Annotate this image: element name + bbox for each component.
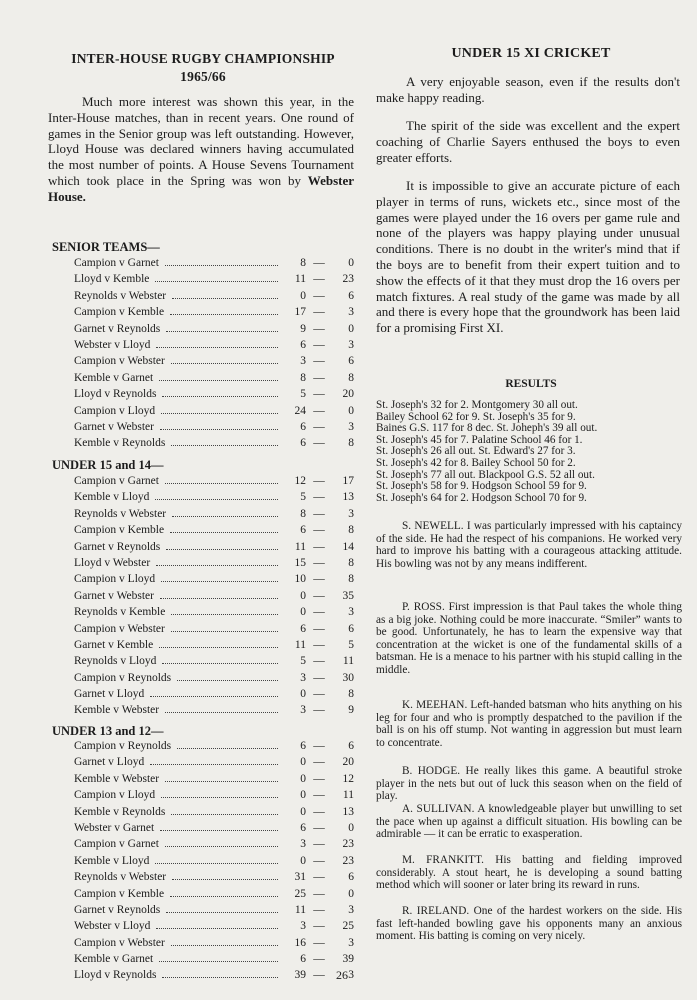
home-score: 3 (300, 704, 306, 717)
dot-leader (155, 280, 278, 282)
score-dash: — (313, 638, 325, 651)
match-row (74, 403, 354, 419)
match-row (74, 604, 354, 620)
match-row (74, 771, 354, 787)
dot-leader (171, 813, 278, 815)
match-row (74, 419, 354, 435)
home-score: 8 (300, 507, 306, 520)
match-row (74, 670, 354, 686)
score-dash: — (313, 371, 325, 384)
dot-leader (166, 911, 278, 913)
match-fixture: Reynolds v Lloyd (74, 655, 157, 668)
match-fixture: Lloyd v Kemble (74, 273, 150, 286)
score-dash: — (313, 953, 325, 966)
match-row (74, 787, 354, 803)
home-score: 5 (300, 655, 306, 668)
score-dash: — (313, 671, 325, 684)
dot-leader (172, 297, 278, 299)
dot-leader (162, 395, 278, 397)
match-row (74, 506, 354, 522)
rugby-intro-winner: Webster House. (48, 172, 355, 204)
match-row (74, 702, 354, 718)
match-fixture: Kemble v Lloyd (74, 854, 150, 867)
dot-leader (155, 862, 278, 864)
match-row (74, 386, 354, 402)
home-score: 6 (300, 437, 306, 450)
section-heading-under13: UNDER 13 and 12— (52, 724, 164, 738)
away-score: 25 (342, 920, 354, 933)
match-fixture: Campion v Garnet (74, 838, 159, 851)
match-row (74, 918, 354, 934)
away-score: 0 (348, 821, 354, 834)
home-score: 39 (294, 969, 306, 982)
home-score: 3 (300, 920, 306, 933)
away-score: 12 (342, 772, 354, 785)
home-score: 6 (300, 953, 306, 966)
match-row (74, 539, 354, 555)
match-fixture: Campion v Webster (74, 622, 165, 635)
away-score: 20 (342, 388, 354, 401)
rugby-title (48, 50, 358, 86)
home-score: 8 (300, 371, 306, 384)
home-score: 24 (294, 404, 306, 417)
page-number: 26 (336, 968, 348, 982)
match-row (74, 967, 354, 983)
match-fixture: Lloyd v Reynolds (74, 388, 157, 401)
dot-leader (159, 960, 278, 962)
away-score: 8 (348, 371, 354, 384)
score-dash: — (313, 273, 325, 286)
match-row (74, 853, 354, 869)
dot-leader (159, 379, 278, 381)
score-dash: — (313, 524, 325, 537)
dot-leader (171, 613, 278, 615)
dot-leader (162, 976, 278, 978)
cricket-paragraph-1: A very enjoyable season, even if the results don't make happy reading. (376, 74, 680, 105)
dot-leader (171, 630, 278, 632)
away-score: 3 (348, 338, 354, 351)
match-row (74, 271, 354, 287)
away-score: 3 (348, 903, 354, 916)
results-list (376, 400, 686, 504)
home-score: 10 (294, 573, 306, 586)
player-note-ireland: R. IRELAND. One of the hardest workers on the side. His fast left-handed bowling gave his opponents many an anxious moment. His batting is coming on very nicely. (376, 905, 682, 942)
away-score: 23 (342, 838, 354, 851)
dot-leader (156, 927, 278, 929)
dot-leader (161, 412, 278, 414)
player-note-newell: S. NEWELL. I was particularly impressed with his captaincy of the side. He had the respect of his companions. He worked very hard to improve his batting with a courageous attacking attitude. His bowling was not by any means indifferent. (376, 520, 682, 570)
away-score: 5 (348, 638, 354, 651)
match-fixture: Reynolds v Webster (74, 507, 167, 520)
home-score: 31 (294, 871, 306, 884)
rugby-title-line2: 1965/66 (180, 69, 226, 84)
dot-leader (165, 264, 278, 266)
score-dash: — (313, 289, 325, 302)
match-row (74, 489, 354, 505)
score-dash: — (313, 589, 325, 602)
score-dash: — (313, 437, 325, 450)
dot-leader (161, 796, 278, 798)
match-row (74, 951, 354, 967)
home-score: 5 (300, 491, 306, 504)
match-row (74, 754, 354, 770)
dot-leader (171, 362, 278, 364)
home-score: 11 (294, 540, 306, 553)
home-score: 16 (294, 936, 306, 949)
match-fixture: Reynolds v Kemble (74, 606, 166, 619)
match-row (74, 370, 354, 386)
score-dash: — (313, 655, 325, 668)
match-row (74, 304, 354, 320)
match-row (74, 522, 354, 538)
home-score: 3 (300, 838, 306, 851)
match-fixture: Campion v Lloyd (74, 789, 156, 802)
away-score: 17 (342, 475, 354, 487)
match-fixture: Kemble v Webster (74, 704, 160, 717)
home-score: 11 (294, 638, 306, 651)
away-score: 3 (348, 507, 354, 520)
player-note-meehan: K. MEEHAN. Left-handed batsman who hits anything on his leg for four and who is promptly despatched to the pavilion if the ball is on his off stump. Not wanting in aggression but must learn to concentrate. (376, 699, 682, 749)
cricket-title: UNDER 15 XI CRICKET (451, 46, 611, 61)
match-row (74, 555, 354, 571)
match-row (74, 321, 354, 337)
match-fixture: Webster v Lloyd (74, 920, 151, 933)
home-score: 0 (300, 772, 306, 785)
score-dash: — (313, 756, 325, 769)
match-fixture: Garnet v Kemble (74, 638, 154, 651)
dot-leader (165, 711, 278, 713)
home-score: 0 (300, 606, 306, 619)
score-dash: — (313, 573, 325, 586)
rugby-intro (48, 94, 354, 205)
dot-leader (155, 498, 278, 500)
score-dash: — (313, 688, 325, 701)
home-score: 12 (294, 475, 306, 487)
dot-leader (156, 564, 278, 566)
score-dash: — (313, 257, 325, 269)
match-fixture: Kemble v Garnet (74, 371, 154, 384)
score-dash: — (313, 540, 325, 553)
away-score: 3 (348, 606, 354, 619)
match-row (74, 886, 354, 902)
match-row (74, 902, 354, 918)
score-dash: — (313, 887, 325, 900)
match-row (74, 255, 354, 271)
player-note-sullivan: A. SULLIVAN. A knowledgeable player but unwilling to set the pace when up against a difficult situation. His bowling can be admirable — it can be erratic to exasperation. (376, 803, 682, 840)
result-row: St. Joseph's 77 all out. Blackpool G.S. 52 all out. (376, 468, 595, 481)
home-score: 0 (300, 854, 306, 867)
away-score: 14 (342, 540, 354, 553)
away-score: 6 (348, 355, 354, 368)
dot-leader (170, 895, 278, 897)
dot-leader (161, 580, 278, 582)
cricket-paragraph-3: It is impossible to give an accurate picture of each player in terms of runs, wickets etc., since most of the games were played under the 16 overs per game rule and none of the players was happy playing under unusual conditions. There is no doubt in the writer's mind that if the boys are to benefit from their expert tuition and to show the effects of it that they must drop the 16 overs per match fixtures. A real study of the game was made by all and there is every hope that the groundwork has been laid for a promising First XI. (376, 178, 680, 336)
match-fixture: Lloyd v Webster (74, 556, 151, 569)
dot-leader (165, 780, 278, 782)
dot-leader (160, 597, 278, 599)
home-score: 9 (300, 322, 306, 335)
score-dash: — (313, 920, 325, 933)
dot-leader (160, 829, 278, 831)
match-row (74, 571, 354, 587)
away-score: 8 (348, 556, 354, 569)
dot-leader (165, 845, 278, 847)
match-fixture: Campion v Kemble (74, 887, 165, 900)
dot-leader (170, 531, 278, 533)
away-score: 3 (348, 969, 354, 982)
match-fixture: Garnet v Webster (74, 420, 154, 433)
home-score: 6 (300, 420, 306, 433)
match-row (74, 435, 354, 451)
score-dash: — (313, 306, 325, 319)
match-row (74, 869, 354, 885)
match-fixture: Garnet v Reynolds (74, 322, 161, 335)
cricket-paragraph-2: The spirit of the side was excellent and the expert coaching of Charlie Sayers enthused the boys to even greater efforts. (376, 118, 680, 165)
match-row (74, 686, 354, 702)
match-fixture: Lloyd v Reynolds (74, 969, 157, 982)
home-score: 0 (300, 589, 306, 602)
score-dash: — (313, 420, 325, 433)
home-score: 17 (294, 306, 306, 319)
match-row (74, 738, 354, 754)
match-fixture: Campion v Webster (74, 355, 165, 368)
score-dash: — (313, 322, 325, 335)
home-score: 0 (300, 756, 306, 769)
match-fixture: Kemble v Webster (74, 772, 160, 785)
away-score: 3 (348, 420, 354, 433)
score-dash: — (313, 475, 325, 487)
match-fixture: Garnet v Reynolds (74, 540, 161, 553)
home-score: 15 (294, 556, 306, 569)
home-score: 3 (300, 355, 306, 368)
home-score: 0 (300, 289, 306, 302)
result-row: St. Joseph's 64 for 2. Hodgson School 70 for 9. (376, 491, 587, 504)
away-score: 35 (342, 589, 354, 602)
match-fixture: Campion v Webster (74, 936, 165, 949)
match-fixture: Garnet v Lloyd (74, 756, 145, 769)
score-dash: — (313, 606, 325, 619)
away-score: 39 (342, 953, 354, 966)
match-row (74, 935, 354, 951)
away-score: 8 (348, 437, 354, 450)
away-score: 6 (348, 622, 354, 635)
match-fixture: Kemble v Reynolds (74, 437, 166, 450)
match-row (74, 637, 354, 653)
away-score: 13 (342, 491, 354, 504)
dot-leader (177, 747, 278, 749)
match-row (74, 836, 354, 852)
score-dash: — (313, 740, 325, 752)
match-fixture: Reynolds v Webster (74, 289, 167, 302)
match-row (74, 804, 354, 820)
away-score: 23 (342, 854, 354, 867)
match-fixture: Campion v Kemble (74, 306, 165, 319)
match-row (74, 353, 354, 369)
home-score: 6 (300, 740, 306, 752)
dot-leader (156, 346, 278, 348)
away-score: 8 (348, 688, 354, 701)
match-fixture: Reynolds v Webster (74, 871, 167, 884)
player-note-ross: P. ROSS. First impression is that Paul takes the whole thing as a big joke. Nothing could be more inaccurate. “Smiler” wants to be good. Unfortunately, he has to learn the expensive way that concentration at the wicket is one of the fundamental skills of a batsman. He is a menace to his partner with his stupid calling in the middle. (376, 601, 682, 676)
away-score: 0 (348, 887, 354, 900)
result-row: St. Joseph's 42 for 8. Bailey School 50 for 2. (376, 456, 576, 469)
match-fixture: Kemble v Reynolds (74, 805, 166, 818)
result-row: St. Joseph's 45 for 7. Palatine School 46 for 1. (376, 433, 583, 446)
home-score: 11 (294, 903, 306, 916)
score-dash: — (313, 854, 325, 867)
dot-leader (165, 482, 278, 484)
match-fixture: Garnet v Webster (74, 589, 154, 602)
away-score: 0 (348, 257, 354, 269)
home-score: 0 (300, 805, 306, 818)
match-fixture: Campion v Reynolds (74, 671, 172, 684)
match-list-under15 (74, 473, 354, 719)
dot-leader (166, 548, 278, 550)
home-score: 5 (300, 388, 306, 401)
match-fixture: Campion v Garnet (74, 257, 159, 269)
match-row (74, 473, 354, 489)
dot-leader (160, 428, 278, 430)
match-fixture: Webster v Lloyd (74, 338, 151, 351)
match-fixture: Garnet v Lloyd (74, 688, 145, 701)
score-dash: — (313, 789, 325, 802)
score-dash: — (313, 969, 325, 982)
player-note-frankitt: M. FRANKITT. His batting and fielding improved considerably. A stout heart, he is developing a sound batting method which will sooner or later bring its reward in runs. (376, 854, 682, 891)
section-heading-senior: SENIOR TEAMS— (52, 240, 160, 254)
match-row (74, 621, 354, 637)
away-score: 8 (348, 524, 354, 537)
away-score: 3 (348, 306, 354, 319)
dot-leader (172, 515, 278, 517)
result-row: St. Joseph's 26 all out. St. Edward's 27 for 3. (376, 445, 576, 458)
home-score: 6 (300, 524, 306, 537)
result-row: St. Joseph's 32 for 2. Montgomery 30 all out. (376, 399, 578, 411)
score-dash: — (313, 838, 325, 851)
away-score: 8 (348, 573, 354, 586)
home-score: 6 (300, 622, 306, 635)
rugby-title-line1: INTER-HOUSE RUGBY CHAMPIONSHIP (71, 51, 335, 66)
match-list-senior (74, 255, 354, 452)
score-dash: — (313, 903, 325, 916)
match-fixture: Webster v Garnet (74, 821, 155, 834)
dot-leader (159, 646, 278, 648)
match-row (74, 653, 354, 669)
result-row: Bailey School 62 for 9. St. Joseph's 35 for 9. (376, 410, 576, 423)
away-score: 6 (348, 289, 354, 302)
results-heading: RESULTS (505, 378, 557, 390)
match-fixture: Campion v Reynolds (74, 740, 172, 752)
away-score: 9 (348, 704, 354, 717)
player-note-hodge: B. HODGE. He really likes this game. A beautiful stroke player in the nets but out of luck this season when on the field of play. (376, 765, 682, 802)
away-score: 0 (348, 404, 354, 417)
dot-leader (166, 330, 278, 332)
score-dash: — (313, 821, 325, 834)
away-score: 0 (348, 322, 354, 335)
score-dash: — (313, 772, 325, 785)
score-dash: — (313, 388, 325, 401)
match-fixture: Kemble v Garnet (74, 953, 154, 966)
dot-leader (172, 878, 278, 880)
away-score: 11 (342, 655, 354, 668)
home-score: 6 (300, 821, 306, 834)
match-fixture: Garnet v Reynolds (74, 903, 161, 916)
away-score: 6 (348, 740, 354, 752)
dot-leader (150, 695, 278, 697)
score-dash: — (313, 404, 325, 417)
score-dash: — (313, 556, 325, 569)
score-dash: — (313, 871, 325, 884)
dot-leader (177, 679, 278, 681)
match-row (74, 588, 354, 604)
match-fixture: Campion v Lloyd (74, 573, 156, 586)
home-score: 11 (294, 273, 306, 286)
score-dash: — (313, 507, 325, 520)
match-fixture: Campion v Kemble (74, 524, 165, 537)
home-score: 8 (300, 257, 306, 269)
score-dash: — (313, 622, 325, 635)
result-row: Baines G.S. 117 for 8 dec. St. Joheph's 39 all out. (376, 422, 598, 435)
score-dash: — (313, 805, 325, 818)
home-score: 25 (294, 887, 306, 900)
score-dash: — (313, 338, 325, 351)
dot-leader (171, 944, 278, 946)
dot-leader (170, 313, 278, 315)
match-row (74, 288, 354, 304)
away-score: 11 (342, 789, 354, 802)
away-score: 3 (348, 936, 354, 949)
home-score: 3 (300, 671, 306, 684)
score-dash: — (313, 491, 325, 504)
away-score: 13 (342, 805, 354, 818)
dot-leader (150, 763, 278, 765)
score-dash: — (313, 355, 325, 368)
score-dash: — (313, 936, 325, 949)
away-score: 30 (342, 671, 354, 684)
dot-leader (162, 662, 278, 664)
match-fixture: Campion v Garnet (74, 475, 159, 487)
match-list-under13 (74, 738, 354, 984)
home-score: 6 (300, 338, 306, 351)
home-score: 0 (300, 688, 306, 701)
away-score: 23 (342, 273, 354, 286)
result-row: St. Joseph's 58 for 9. Hodgson School 59 for 9. (376, 480, 587, 493)
away-score: 6 (348, 871, 354, 884)
match-row (74, 820, 354, 836)
match-fixture: Kemble v Lloyd (74, 491, 150, 504)
dot-leader (171, 444, 278, 446)
score-dash: — (313, 704, 325, 717)
match-row (74, 337, 354, 353)
rugby-intro-text: Much more interest was shown this year, in the Inter-House matches, than in recent years. One round of games in the Senior group was left outstanding. However, Lloyd House was declared winners having accumulated the most number of points. A House Sevens Tournament which took place in the Spring was won by (48, 94, 354, 188)
section-heading-under15: UNDER 15 and 14— (52, 458, 164, 472)
match-fixture: Campion v Lloyd (74, 404, 156, 417)
away-score: 20 (342, 756, 354, 769)
home-score: 0 (300, 789, 306, 802)
